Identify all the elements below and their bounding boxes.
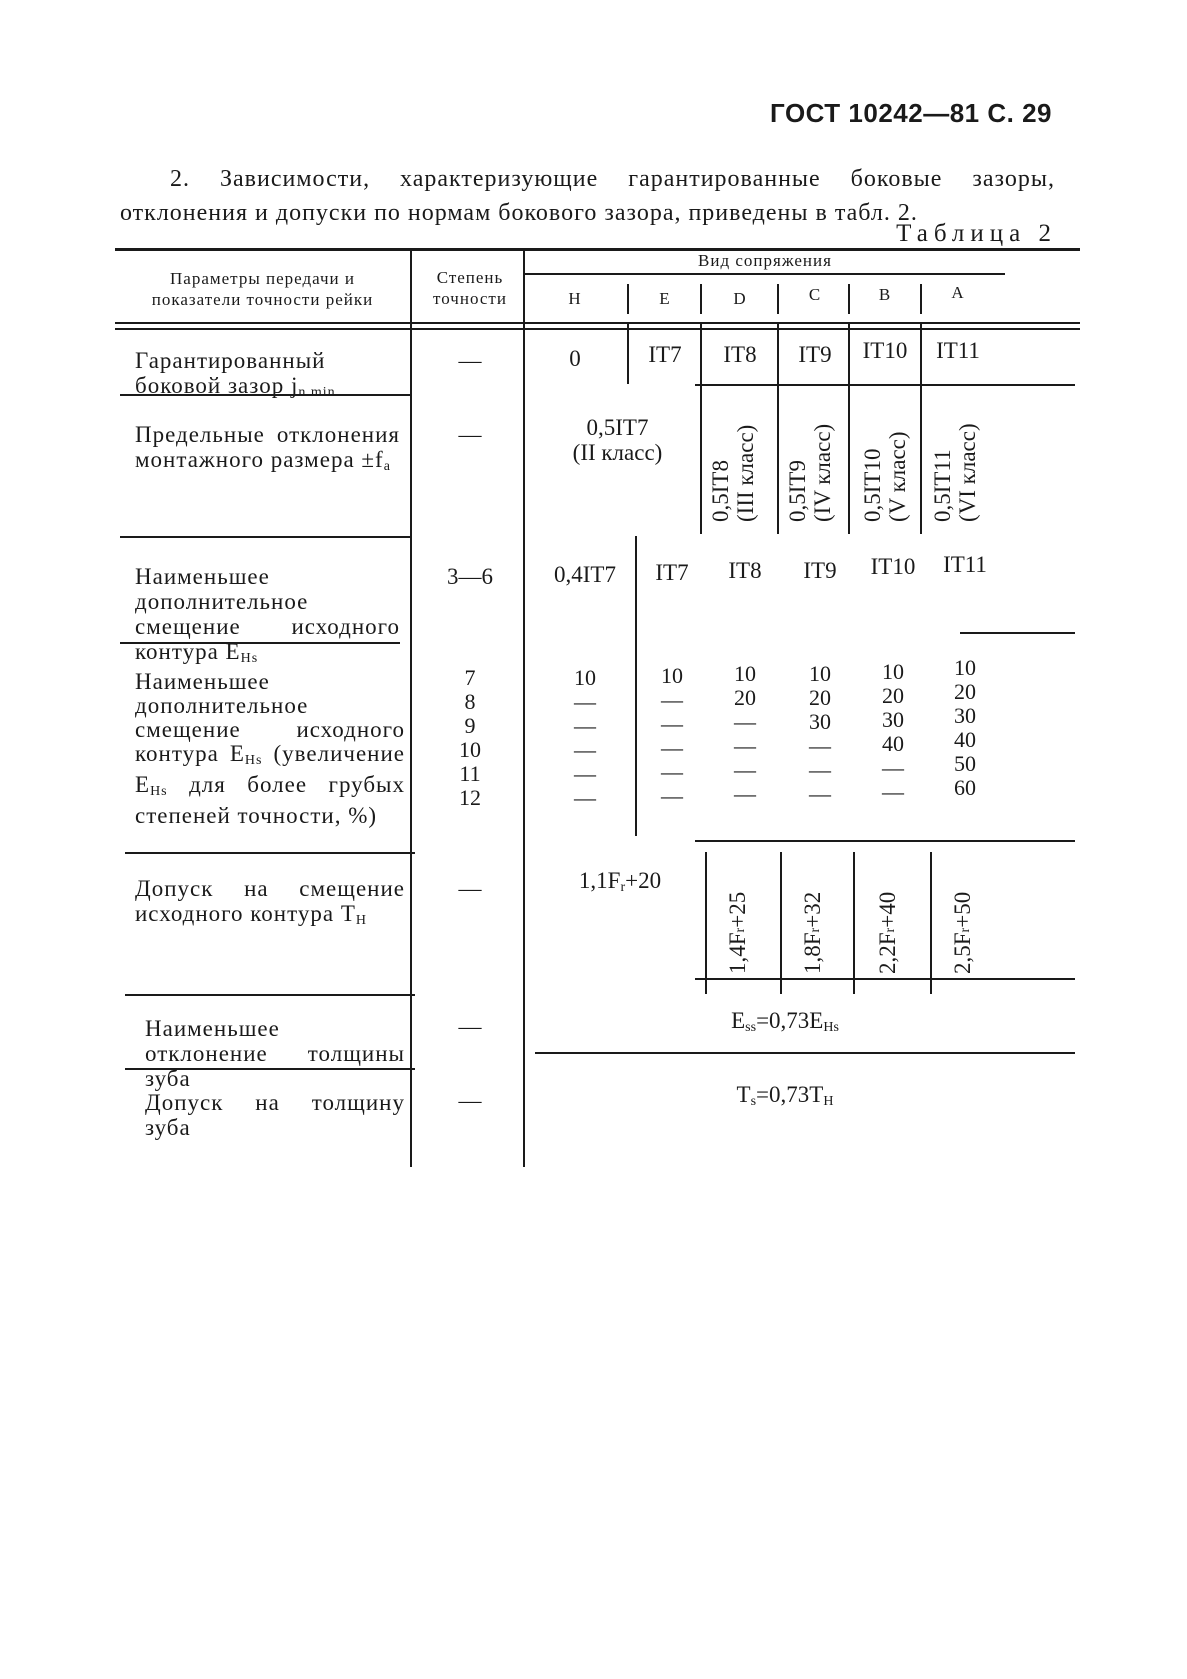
rule-row2 [120, 536, 410, 538]
row-shift-tolerance-degree: — [458, 876, 482, 901]
intro-paragraph: 2. Зависимости, характеризующие гарантированные боковые зазоры, отклонения и допуски по нормам бокового зазора, приведены в табл. 2. [120, 166, 1055, 226]
page-header: ГОСТ 10242—81 С. 29 [770, 98, 1052, 128]
row-min-shift-a-degree: 3—6 [447, 564, 493, 589]
degree-11: 11 [459, 761, 481, 786]
rule-row4-right [695, 840, 1075, 842]
header-param-col: Параметры передачи и показатели точности рейки [151, 269, 374, 309]
min-shift-b-b: 10 20 30 40 — — [882, 659, 904, 804]
header-mating-e: E [659, 289, 671, 308]
rule-row6-right [535, 1052, 1075, 1054]
header-mating-h: H [568, 289, 582, 308]
vrule-d-c-low [780, 852, 782, 994]
vrule-b-a-head [920, 284, 922, 314]
vrule-d-c [777, 322, 779, 534]
row-guaranteed-clearance-degree: — [458, 348, 482, 373]
center-deviation-c: 0,5IT9 (IV класс) [785, 423, 835, 522]
min-shift-a-c: IT9 [803, 558, 837, 583]
min-shift-b-e: 10 — — — — — [661, 663, 683, 808]
guaranteed-clearance-c: IT9 [798, 342, 832, 367]
shift-tolerance-a: $2,5F_r+50$ [950, 891, 975, 974]
vrule-d-c-head [777, 284, 779, 314]
thickness-tolerance-formula: $T_s=0,73T_H$ [736, 1082, 834, 1109]
row-min-shift-b-param: Наименьшее дополнительное смещение исходного контура $E_{Hs}$ (увеличение $E_{Hs}$ для более грубых степеней точности, %) [135, 669, 405, 828]
guaranteed-clearance-h: 0 [569, 346, 581, 371]
center-deviation-he-class: (II класс) [572, 440, 663, 465]
shift-tolerance-b: $2,2F_r+40$ [875, 891, 900, 974]
vrule-b-a [920, 322, 922, 534]
rule-header-bottom-2 [115, 328, 1080, 330]
header-mating-d: D [733, 289, 747, 308]
row-min-thickness-dev-param: Наименьшее отклонение толщины зуба [145, 1016, 405, 1091]
vrule-param [410, 250, 412, 1167]
shift-tolerance-d: $1,4F_r+25$ [725, 891, 750, 974]
min-shift-b-a: 10 20 30 40 50 60 [954, 655, 976, 800]
row-guaranteed-clearance-param: Гарантированный боковой зазор $j_{n min}$ [135, 348, 336, 400]
min-shift-a-b: IT10 [870, 554, 916, 579]
guaranteed-clearance-d: IT8 [723, 342, 757, 367]
row-min-shift-a-param: Наименьшее дополнительное смещение исходного контура $E_{Hs}$ [135, 564, 400, 666]
min-shift-a-e: IT7 [655, 560, 689, 585]
vrule-c-b-low [853, 852, 855, 994]
center-deviation-d: 0,5IT8 (III класс) [708, 424, 758, 522]
header-mating-group: Вид сопряжения [698, 251, 832, 270]
vrule-b-a-low [930, 852, 932, 994]
degree-12: 12 [459, 785, 481, 810]
row-thickness-tolerance-param: Допуск на толщину зуба [145, 1090, 405, 1140]
center-deviation-a: 0,5IT11 (VI класс) [930, 423, 980, 522]
guaranteed-clearance-b: IT10 [862, 338, 908, 363]
header-mating-c: C [808, 285, 822, 304]
guaranteed-clearance-a: IT11 [936, 338, 980, 363]
rule-row3-right [960, 632, 1075, 634]
header-mating-b: B [878, 285, 892, 304]
vrule-e-d-low [705, 852, 707, 994]
rule-row5 [125, 994, 415, 996]
row-min-thickness-dev-degree: — [458, 1014, 482, 1039]
vrule-degree [523, 250, 525, 1167]
degree-8: 8 [464, 689, 476, 714]
min-shift-a-a: IT11 [943, 552, 987, 577]
vrule-e-d [700, 322, 702, 534]
degree-9: 9 [464, 713, 476, 738]
min-shift-b-d: 10 20 — — — — [734, 661, 756, 806]
vrule-h-e-head [627, 284, 629, 314]
min-shift-b-c: 10 20 30 — — — [809, 661, 831, 806]
min-shift-a-h: 0,4IT7 [554, 562, 616, 587]
rule-header-bottom [115, 322, 1080, 324]
row-shift-tolerance-param: Допуск на смещение исходного контура $T_H$ [135, 876, 405, 928]
degree-7: 7 [464, 665, 476, 690]
min-shift-a-d: IT8 [728, 558, 762, 583]
table-label: Таблица 2 [896, 220, 1057, 247]
row-min-shift-b-degrees [420, 666, 520, 810]
degree-10: 10 [459, 737, 481, 762]
shift-tolerance-he: $1,1F_r+20$ [578, 868, 662, 895]
min-shift-b-h: 10 — — — — — [574, 665, 596, 810]
header-degree-col: Степень точности [433, 268, 507, 308]
rule-row1-right [695, 384, 1075, 386]
rule-row4 [125, 852, 415, 854]
center-deviation-he-value: 0,5IT7 [586, 415, 649, 440]
header-mating-a: A [951, 283, 965, 302]
shift-tolerance-c: $1,8F_r+32$ [800, 891, 825, 974]
guaranteed-clearance-e: IT7 [648, 342, 682, 367]
row-thickness-tolerance-degree: — [458, 1088, 482, 1113]
min-thickness-dev-formula: $E_{ss}=0,73E_{Hs}$ [731, 1008, 839, 1035]
center-deviation-b: 0,5IT10 (V класс) [860, 431, 910, 522]
vrule-h-e-row1 [627, 322, 629, 384]
rule-mating-top [525, 273, 1005, 275]
rule-row5-right [695, 978, 1075, 980]
vrule-e-d-head [700, 284, 702, 314]
row-center-deviation-degree: — [458, 422, 482, 447]
row-center-deviation-param: Предельные отклонения монтажного размера $\pm f_a$ [135, 422, 400, 474]
